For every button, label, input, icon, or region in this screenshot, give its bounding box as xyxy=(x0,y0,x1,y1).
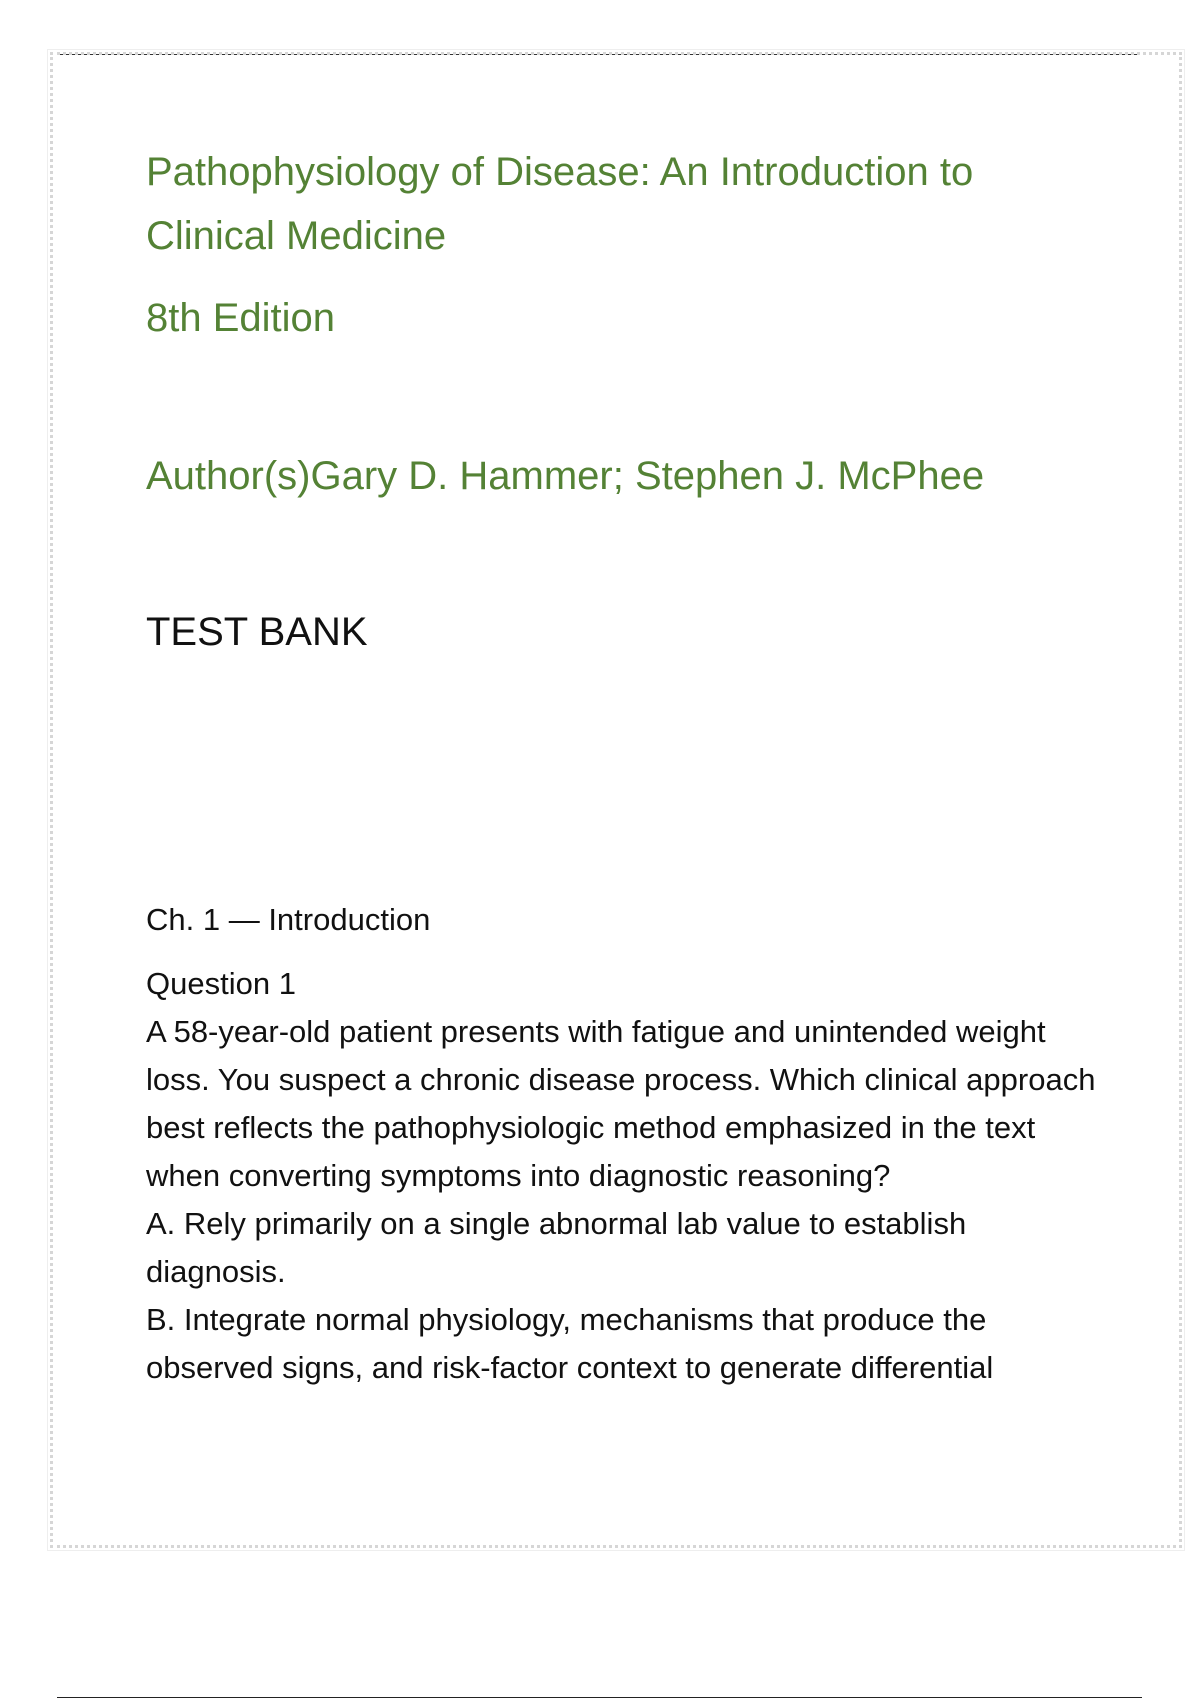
answer-option-b: B. Integrate normal physiology, mechanisms that produce the observed signs, and risk-factor context to generate differential xyxy=(146,1302,994,1385)
chapter-heading: Ch. 1 — Introduction xyxy=(146,902,431,937)
question-label: Question 1 xyxy=(146,966,296,1001)
edition-label: 8th Edition xyxy=(146,296,336,340)
question-stem: A 58-year-old patient presents with fatigue and unintended weight loss. You suspect a chronic disease process. Which clinical approach best reflects the pathophysiologic method emphasized in the text when converting symptoms into diagnostic reasoning? xyxy=(146,1014,1096,1193)
page-content xyxy=(146,140,1096,1392)
bottom-rule xyxy=(57,1697,1142,1698)
answer-option-a: A. Rely primarily on a single abnormal lab value to establish diagnosis. xyxy=(146,1206,967,1289)
test-bank-label: TEST BANK xyxy=(146,610,368,654)
authors-line: Author(s)Gary D. Hammer; Stephen J. McPhee xyxy=(146,454,985,498)
book-title: Pathophysiology of Disease: An Introduction to Clinical Medicine xyxy=(146,150,974,258)
